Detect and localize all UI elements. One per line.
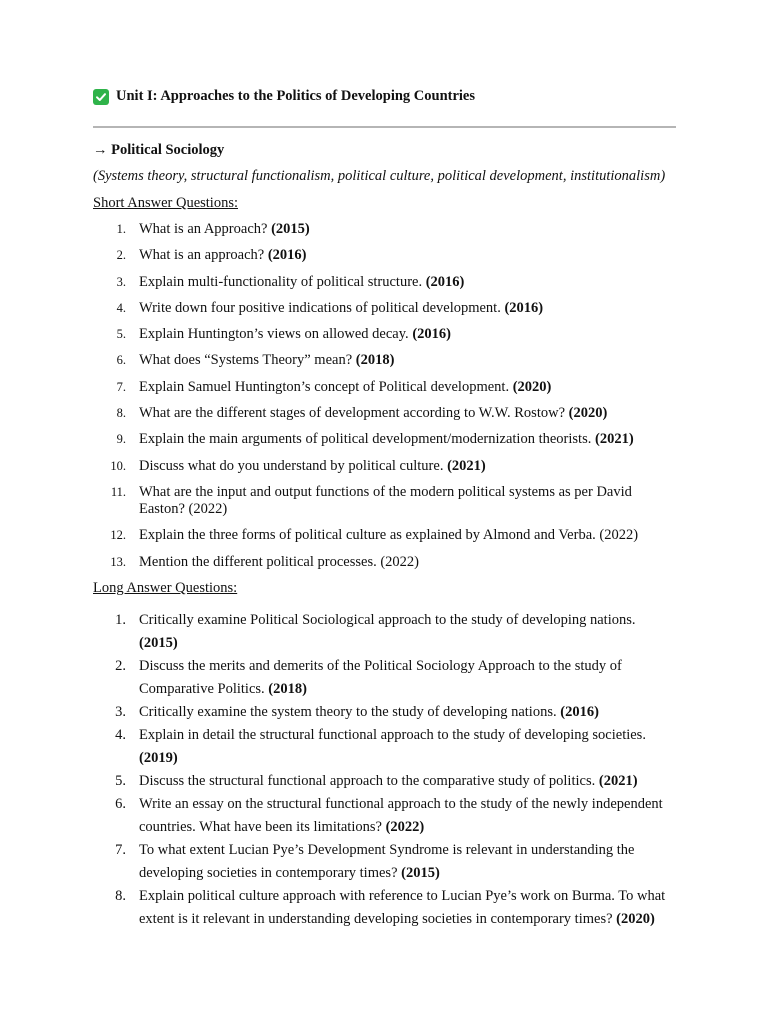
question-text: Write down four positive indications of political development. [139,299,501,316]
question-item [93,247,676,264]
long-answer-list [93,609,676,931]
question-item [93,609,676,655]
question-item [93,724,676,770]
question-year: (2018) [355,352,395,369]
question-item [93,839,676,885]
question-item [93,701,676,724]
question-year: (2015) [401,865,440,881]
long-answer-label: Long Answer Questions: [93,580,238,596]
unit-heading [93,88,475,105]
short-answer-list [93,221,676,580]
question-item [93,274,676,291]
question-number: 1. [115,612,126,628]
question-item [93,431,676,448]
question-number: 3. [115,704,126,720]
question-text: Explain Huntington’s views on allowed decay. [139,326,409,343]
question-text: Explain political culture approach with reference to Lucian Pye’s work on Burma. To what extent is it relevant in understanding developing societies in contemporary times? [139,888,666,927]
question-text: Explain Samuel Huntington’s concept of Political development. [139,378,510,395]
question-year: (2021) [594,431,634,448]
short-answer-label: Short Answer Questions: [93,195,238,211]
question-year: (2020) [568,405,608,422]
question-year: (2016) [412,326,451,343]
question-number: 8. [115,888,126,904]
question-item [93,352,676,369]
question-number: 1. [116,222,126,236]
question-year: (2016) [504,299,544,316]
question-number: 6. [116,353,126,368]
question-item [93,379,676,396]
question-number: 5. [115,773,126,789]
question-year: (2016) [560,704,599,720]
question-number: 13. [110,554,126,569]
question-item [93,793,676,839]
check-mark-icon [93,89,109,105]
question-item [93,527,676,544]
question-year: (2020) [616,911,655,927]
question-number: 8. [116,406,126,421]
question-text: What does “Systems Theory” mean? [139,352,353,369]
question-number: 11. [110,484,126,499]
question-number: 9. [116,432,126,447]
question-text: Mention the different political processes. (2022) [139,553,419,570]
question-year: (2020) [512,378,552,395]
question-number: 6. [115,796,126,812]
question-text: What is an Approach? [139,221,268,237]
question-text: What are the different stages of development according to W.W. Rostow? [139,405,566,422]
question-year: (2021) [447,457,486,474]
question-text: Discuss the structural functional approach to the comparative study of politics. [139,773,596,789]
question-text: Explain multi-functionality of political structure. [139,273,423,290]
question-text: What is an approach? [139,247,265,264]
question-year: (2019) [139,750,178,766]
question-number: 5. [116,327,126,342]
question-number: 7. [115,842,126,858]
question-year: (2015) [139,635,178,651]
question-text: Explain the three forms of political culture as explained by Almond and Verba. (2022) [139,527,639,544]
question-item [93,458,676,475]
question-number: 4. [116,300,126,315]
question-text: To what extent Lucian Pye’s Development Syndrome is relevant in understanding the developing societies in contemporary times? [139,842,635,881]
question-year: (2016) [267,247,307,264]
question-number: 2. [116,248,126,263]
question-item [93,770,676,793]
question-item [93,554,676,571]
question-text: Write an essay on the structural functional approach to the study of the newly independent countries. What have been its limitations? [139,796,663,835]
question-text: Critically examine Political Sociological approach to the study of developing nations. [139,612,636,628]
section-heading: → Political Sociology [93,142,225,158]
question-text: Critically examine the system theory to the study of developing nations. [139,704,557,720]
question-number: 3. [116,274,126,289]
question-item [93,655,676,701]
question-year: (2018) [268,681,307,697]
question-year: (2016) [425,273,465,290]
question-item [93,405,676,422]
question-number: 12. [110,528,126,543]
question-number: 10. [110,458,126,473]
question-item [93,885,676,931]
horizontal-rule [93,126,676,128]
question-year: (2015) [271,221,310,237]
question-item [93,484,676,518]
question-number: 2. [115,658,126,674]
question-year: (2022) [385,819,425,835]
question-text: What are the input and output functions of the modern political systems as per David Easton? (2022) [139,483,632,517]
question-item [93,221,676,238]
unit-title: Unit I: Approaches to the Politics of Developing Countries [116,88,476,104]
question-item [93,326,676,343]
question-number: 4. [115,727,126,743]
question-text: Discuss what do you understand by political culture. [139,457,444,474]
question-number: 7. [116,379,126,394]
question-text: Explain in detail the structural functional approach to the study of developing societies. [139,727,646,743]
question-year: (2021) [598,773,638,789]
question-item [93,300,676,317]
section-subtitle: (Systems theory, structural functionalism, political culture, political development, institutionalism) [93,168,666,184]
question-text: Explain the main arguments of political development/modernization theorists. [139,431,592,448]
question-text: Discuss the merits and demerits of the Political Sociology Approach to the study of Comparative Politics. [139,658,622,697]
